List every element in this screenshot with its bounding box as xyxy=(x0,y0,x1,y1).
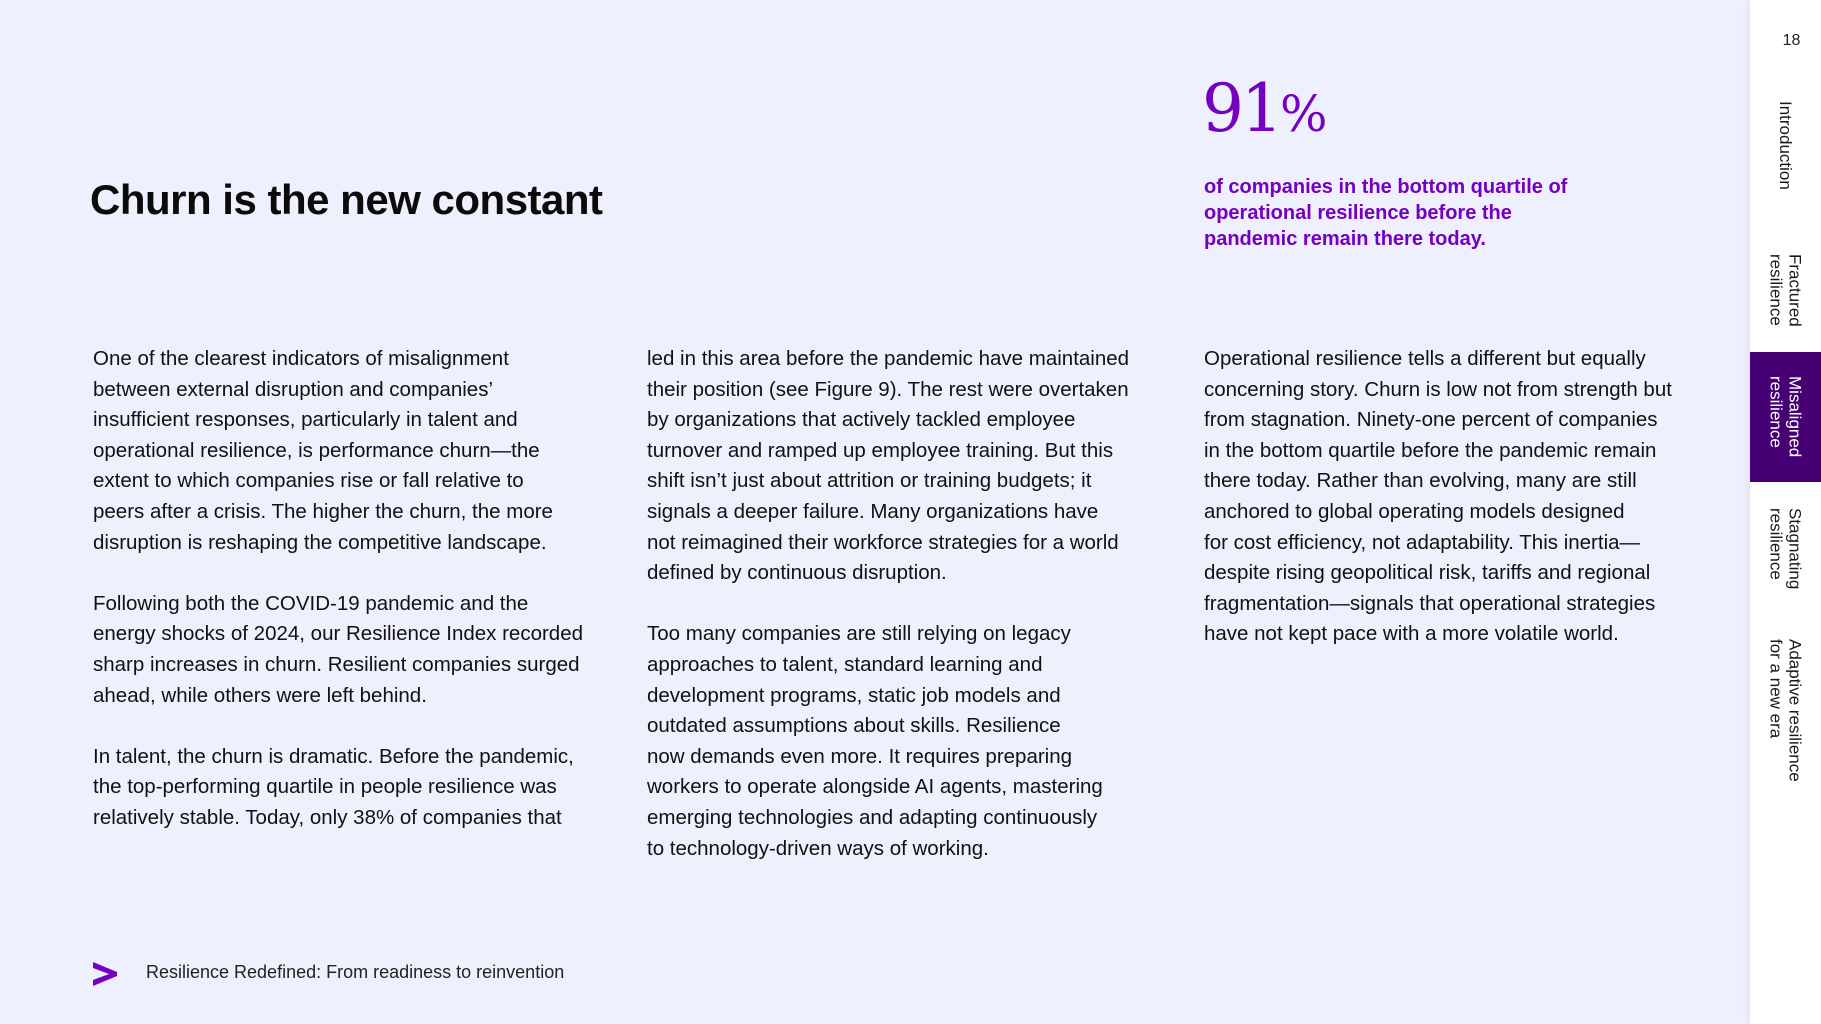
nav-item-misaligned-resilience[interactable] xyxy=(1750,352,1821,482)
nav-item-label: Introduction xyxy=(1776,100,1795,190)
nav-item-fractured-resilience[interactable] xyxy=(1750,226,1821,354)
paragraph: Following both the COVID-19 pandemic and the energy shocks of 2024, our Resilience Index recorded sharp increases in churn. Resilient companies surged ahead, while others were left behind. xyxy=(93,591,584,707)
nav-item-label: Adaptive resilience for a new era xyxy=(1766,638,1805,782)
nav-item-introduction[interactable] xyxy=(1750,80,1821,210)
paragraph: Too many companies are still relying on legacy approaches to talent, standard learning and development programs, static job models and outdated assumptions about skills. Resilience now demands even more. It requires preparing workers to operate alongside AI agents, mastering emerging technologies and adapting continuously to technology-driven ways of working. xyxy=(647,622,1103,860)
footer-title: Resilience Redefined: From readiness to reinvention xyxy=(146,962,565,982)
section-nav-sidebar xyxy=(1750,0,1821,1024)
nav-item-label: Stagnating resilience xyxy=(1766,508,1805,590)
paragraph: Operational resilience tells a different but equally concerning story. Churn is low not from strength but from stagnation. Ninety-one percent of companies in the bottom quartile before the pandemic remain there today. Rather than evolving, many are still anchored to global operating models designed for cost efficiency, not adaptability. This inertia— despite rising geopolitical risk, tariffs and regional fragmentation—signals that operational strategies have not kept pace with a more volatile world. xyxy=(1204,347,1672,646)
nav-item-stagnating-resilience[interactable] xyxy=(1750,484,1821,614)
nav-item-adaptive-resilience[interactable] xyxy=(1750,620,1821,800)
text-column-2 xyxy=(647,344,1167,895)
stat-description: of companies in the bottom quartile of operational resilience before the pandemic remain there today. xyxy=(1204,176,1568,250)
page-number: 18 xyxy=(1782,32,1801,49)
paragraph: One of the clearest indicators of misalignment between external disruption and companies’ insufficient responses, particularly in talent and operational resilience, is performance churn—the extent to which companies rise or fall relative to peers after a crisis. The higher the churn, the more disruption is reshaping the competitive landscape. xyxy=(93,347,553,554)
stat-unit: % xyxy=(1279,85,1328,143)
paragraph: In talent, the churn is dramatic. Before the pandemic, the top-performing quartile in people resilience was relatively stable. Today, only 38% of companies that xyxy=(93,744,574,829)
stat-number xyxy=(1202,70,1328,147)
accenture-logo-icon xyxy=(92,960,118,988)
nav-item-label: Misaligned resilience xyxy=(1766,376,1805,458)
paragraph: led in this area before the pandemic have maintained their position (see Figure 9). The rest were overtaken by organizations that actively tackled employee turnover and ramped up employee training. But this shift isn’t just about attrition or training budgets; it signals a deeper failure. Many organizations have not reimagined their workforce strategies for a world defined by continuous disruption. xyxy=(647,347,1130,585)
text-column-3 xyxy=(1204,344,1724,681)
stat-value: 91 xyxy=(1202,70,1280,147)
nav-item-label: Fractured resilience xyxy=(1766,253,1805,327)
text-column-1 xyxy=(93,344,613,864)
page-title: Churn is the new constant xyxy=(90,176,603,223)
